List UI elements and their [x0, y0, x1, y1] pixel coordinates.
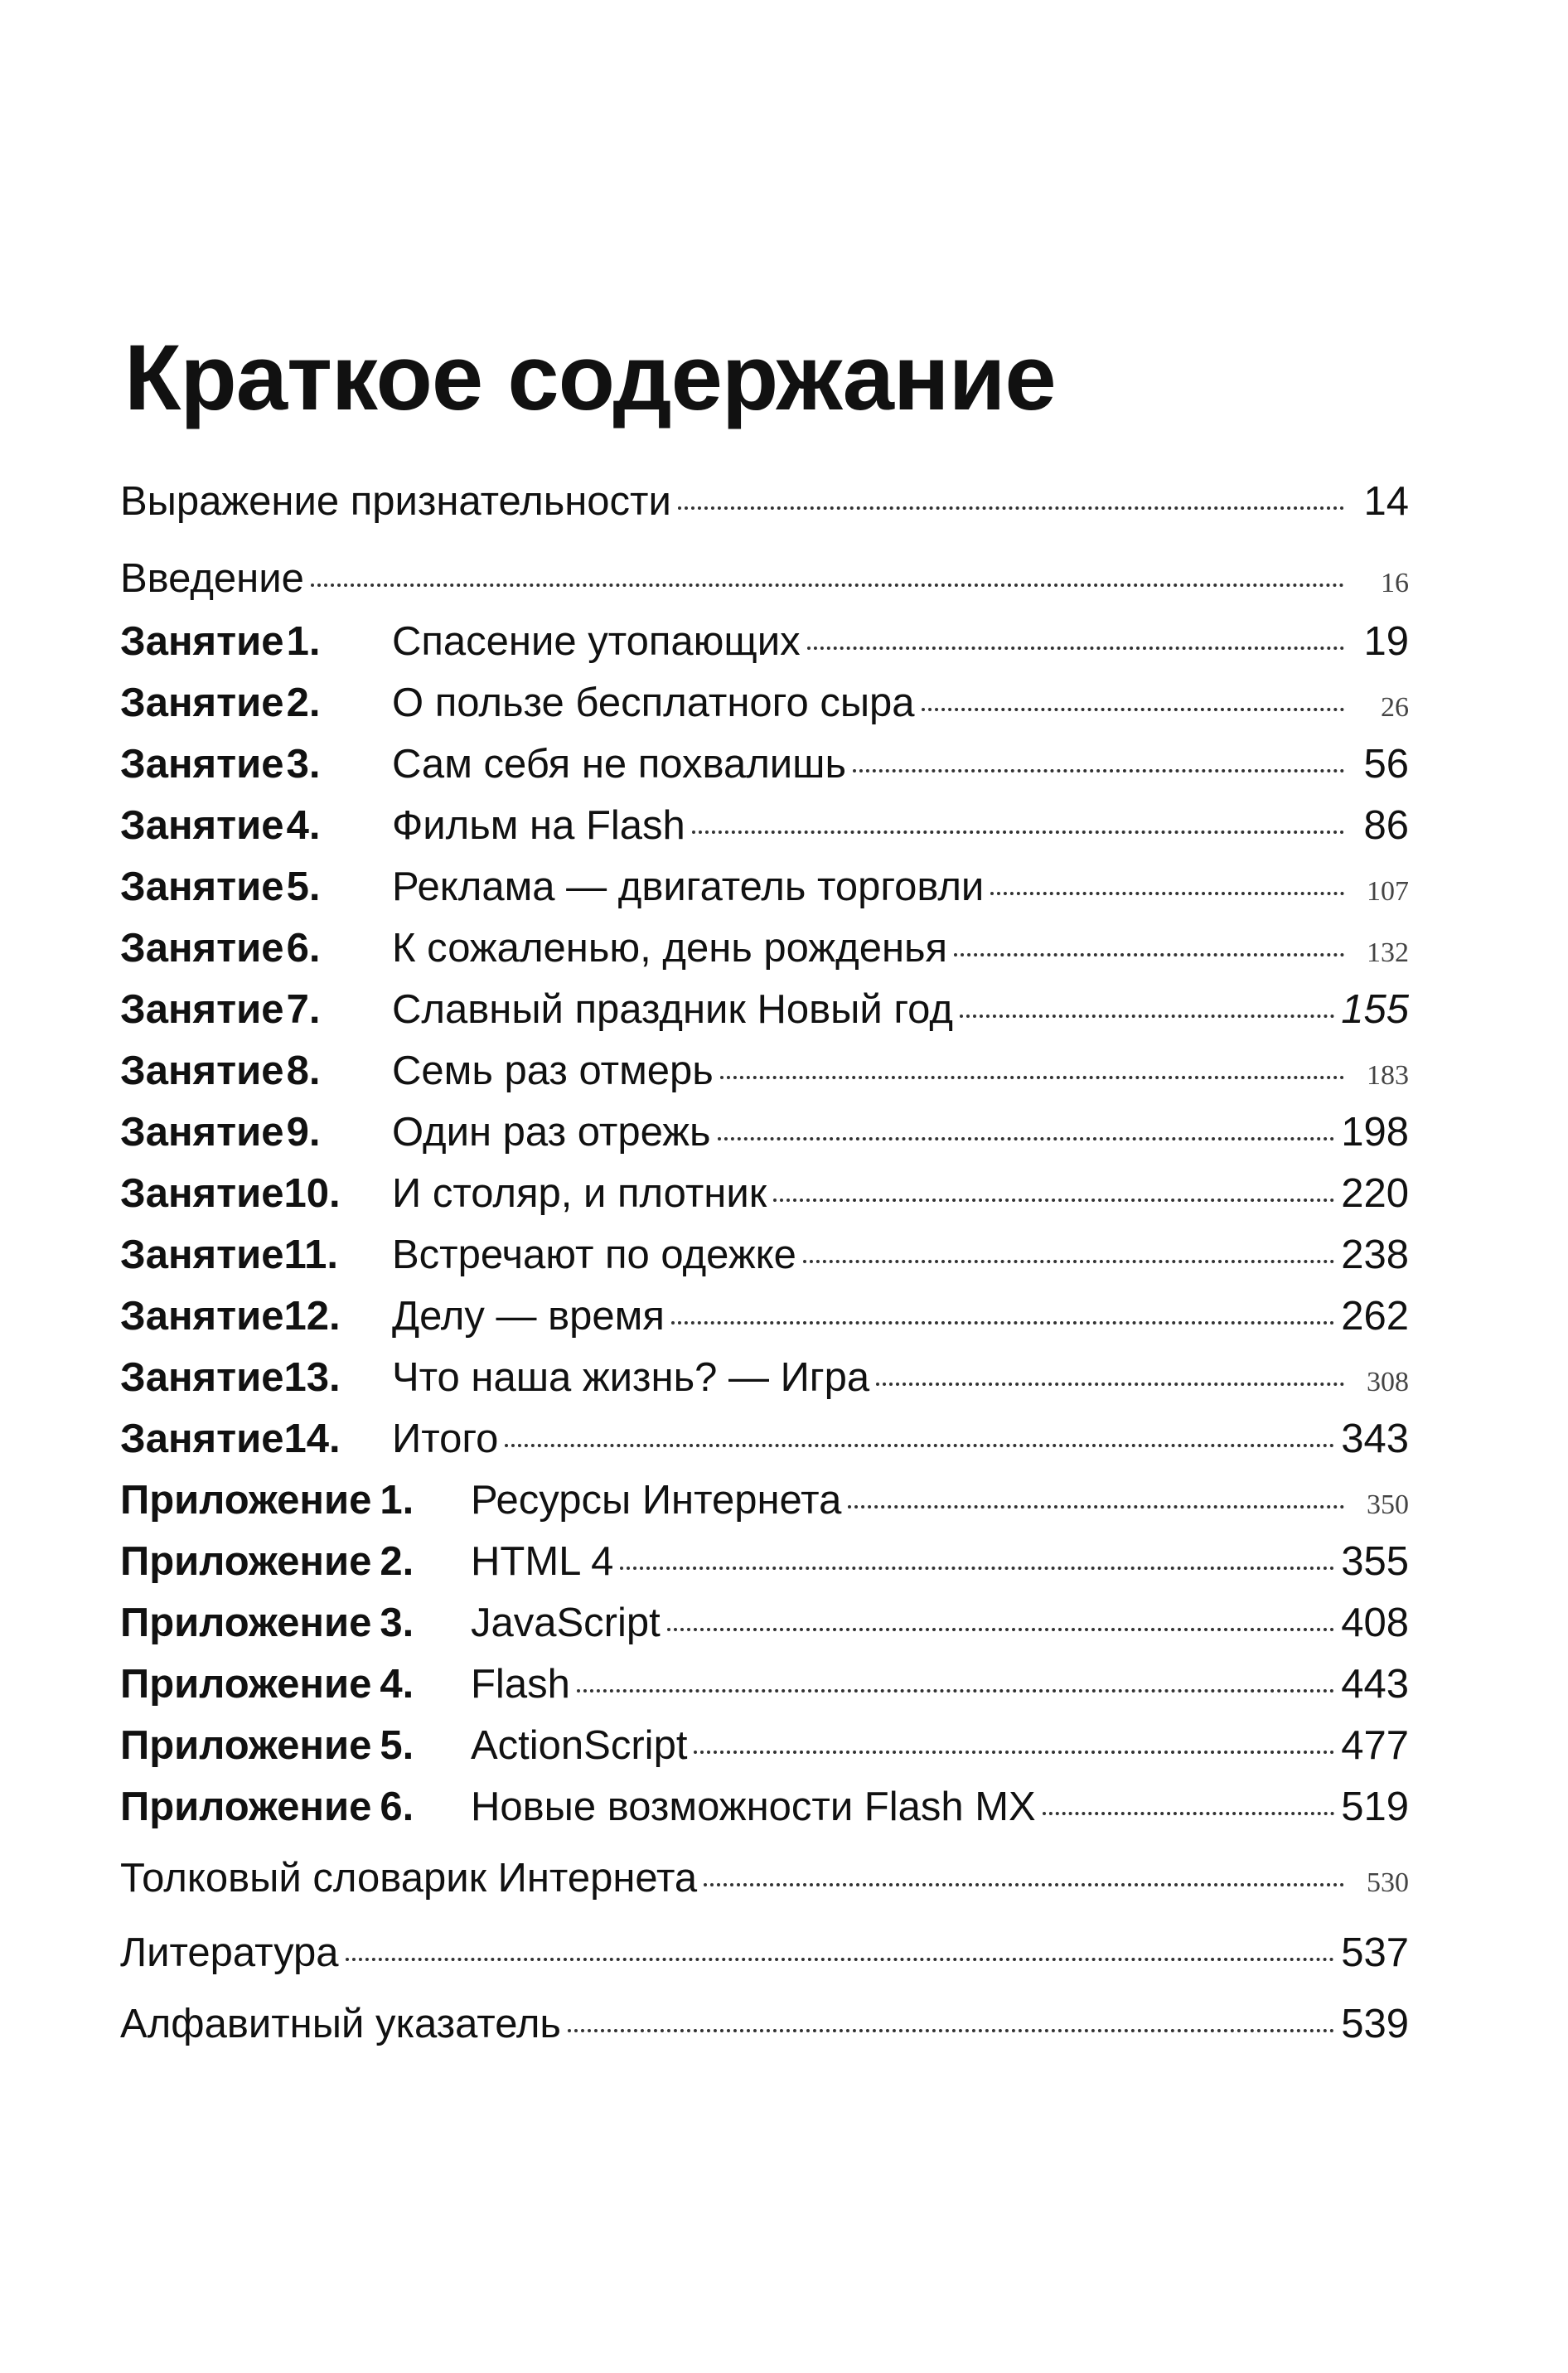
dot-leader — [620, 1567, 1334, 1570]
dot-leader — [568, 2029, 1334, 2032]
entry-title: ActionScript — [471, 1723, 688, 1768]
appendix-label — [120, 1537, 448, 1586]
page-number: 537 — [1341, 1930, 1409, 1975]
dot-leader — [720, 1076, 1344, 1079]
page-number: 238 — [1341, 1233, 1409, 1277]
toc-entry[interactable] — [120, 678, 1409, 728]
dot-leader — [1043, 1812, 1334, 1815]
toc-entry[interactable] — [120, 554, 1409, 603]
toc-entry[interactable] — [120, 1046, 1409, 1096]
entry-title: Один раз отрежь — [392, 1110, 711, 1155]
toc-entry[interactable] — [120, 1107, 1409, 1157]
entry-label-text: Приложение — [120, 1478, 372, 1523]
entry-number: 8. — [286, 1048, 321, 1093]
entry-title: Flash — [471, 1662, 570, 1707]
toc-entry[interactable] — [120, 1659, 1409, 1709]
dot-leader — [694, 1751, 1334, 1754]
page-number: 408 — [1341, 1601, 1409, 1645]
toc-entry[interactable] — [120, 1853, 1409, 1903]
toc-entry[interactable] — [120, 801, 1409, 850]
entry-label-text: Занятие — [120, 987, 284, 1032]
dot-leader — [773, 1199, 1334, 1202]
toc-entry[interactable] — [120, 1598, 1409, 1648]
page-number: 443 — [1341, 1662, 1409, 1707]
dot-leader — [311, 584, 1344, 587]
dot-leader — [853, 769, 1344, 772]
entry-title: К сожаленью, день рожденья — [392, 926, 948, 971]
page-number: 26 — [1381, 692, 1409, 723]
appendix-label — [120, 1659, 448, 1709]
page-number: 355 — [1341, 1539, 1409, 1584]
entry-label-text: Занятие — [120, 1110, 284, 1155]
entry-number: 4. — [286, 803, 321, 848]
entry-number: 5. — [380, 1723, 414, 1768]
entry-title: Делу — время — [392, 1294, 665, 1339]
appendix-label — [120, 1475, 448, 1525]
lesson-label — [120, 1353, 369, 1402]
lesson-label — [120, 1414, 369, 1464]
dot-leader — [667, 1628, 1334, 1631]
dot-leader — [848, 1505, 1344, 1509]
entry-title: Новые возможности Flash MX — [471, 1785, 1036, 1829]
dot-leader — [876, 1383, 1344, 1386]
toc-entry[interactable] — [120, 1353, 1409, 1402]
entry-number: 6. — [286, 926, 321, 971]
entry-title: Литература — [120, 1930, 339, 1975]
lesson-label — [120, 617, 369, 666]
toc-entry[interactable] — [120, 477, 1409, 526]
toc-entry[interactable] — [120, 1782, 1409, 1832]
toc-entry[interactable] — [120, 1999, 1409, 2049]
entry-label-text: Занятие — [120, 619, 284, 664]
page-number: 56 — [1363, 742, 1409, 787]
toc-entry[interactable] — [120, 1475, 1409, 1525]
dot-leader — [577, 1689, 1334, 1693]
entry-number: 1. — [286, 619, 321, 664]
entry-label-text: Занятие — [120, 926, 284, 971]
lesson-label — [120, 1107, 369, 1157]
entry-label-text: Занятие — [120, 742, 284, 787]
page-number: 220 — [1341, 1171, 1409, 1216]
entry-title: Спасение утопающих — [392, 619, 801, 664]
toc-entry[interactable] — [120, 1169, 1409, 1218]
page-number: 183 — [1367, 1060, 1409, 1091]
page-number: 16 — [1381, 568, 1409, 598]
page-number: 539 — [1341, 2002, 1409, 2046]
toc-entry[interactable] — [120, 862, 1409, 912]
entry-number: 2. — [286, 680, 321, 725]
dot-leader — [505, 1444, 1334, 1447]
toc-entry[interactable] — [120, 1721, 1409, 1770]
toc-entry[interactable] — [120, 1537, 1409, 1586]
page-number: 262 — [1341, 1294, 1409, 1339]
lesson-label — [120, 1169, 369, 1218]
appendix-label — [120, 1598, 448, 1648]
dot-leader — [346, 1958, 1335, 1961]
entry-number: 3. — [286, 742, 321, 787]
entry-number: 6. — [380, 1785, 414, 1829]
entry-number: 11. — [283, 1233, 338, 1277]
entry-number: 14. — [283, 1417, 341, 1461]
toc-entry[interactable] — [120, 617, 1409, 666]
entry-title: Славный праздник Новый год — [392, 987, 953, 1032]
entry-label-text: Занятие — [120, 680, 284, 725]
entry-label-text: Занятие — [120, 803, 284, 848]
dot-leader — [960, 1015, 1334, 1018]
entry-title: Фильм на Flash — [392, 803, 685, 848]
page-number: 107 — [1367, 876, 1409, 907]
dot-leader — [671, 1321, 1334, 1325]
entry-label-text: Приложение — [120, 1723, 372, 1768]
page-number: 86 — [1363, 803, 1409, 848]
toc-entry[interactable] — [120, 923, 1409, 973]
entry-label-text: Занятие — [120, 1233, 284, 1277]
entry-title: Реклама — двигатель торговли — [392, 864, 985, 909]
entry-label-text: Занятие — [120, 1417, 284, 1461]
page-title: Краткое содержание — [124, 326, 1056, 429]
entry-label-text: Занятие — [120, 1355, 284, 1400]
entry-number: 13. — [283, 1355, 341, 1400]
entry-number: 9. — [286, 1110, 321, 1155]
entry-title: О пользе бесплатного сыра — [392, 680, 915, 725]
page-number: 477 — [1341, 1723, 1409, 1768]
lesson-label — [120, 985, 369, 1034]
entry-label-text: Занятие — [120, 864, 284, 909]
entry-title: Итого — [392, 1417, 499, 1461]
page-number: 155 — [1341, 987, 1409, 1032]
dot-leader — [807, 647, 1344, 650]
dot-leader — [718, 1137, 1335, 1140]
lesson-label — [120, 1291, 369, 1341]
lesson-label — [120, 1230, 369, 1280]
page-number: 519 — [1341, 1785, 1409, 1829]
toc-list — [120, 0, 1409, 2373]
dot-leader — [692, 831, 1344, 834]
page-number: 308 — [1367, 1367, 1409, 1397]
entry-number: 7. — [286, 987, 321, 1032]
entry-title: Толковый словарик Интернета — [120, 1856, 698, 1901]
entry-label-text: Приложение — [120, 1785, 372, 1829]
lesson-label — [120, 862, 369, 912]
page-number: 19 — [1363, 619, 1409, 664]
lesson-label — [120, 923, 369, 973]
dot-leader — [922, 708, 1344, 711]
toc-entry[interactable] — [120, 1414, 1409, 1464]
toc-entry[interactable] — [120, 985, 1409, 1034]
dot-leader — [954, 953, 1344, 956]
entry-title: Семь раз отмерь — [392, 1048, 714, 1093]
appendix-label — [120, 1721, 448, 1770]
entry-title: Встречают по одежке — [392, 1233, 796, 1277]
appendix-label — [120, 1782, 448, 1832]
toc-entry[interactable] — [120, 1291, 1409, 1341]
entry-label-text: Приложение — [120, 1539, 372, 1584]
entry-title: HTML 4 — [471, 1539, 614, 1584]
lesson-label — [120, 678, 369, 728]
entry-number: 1. — [380, 1478, 414, 1523]
entry-number: 3. — [380, 1601, 414, 1645]
toc-entry[interactable] — [120, 1928, 1409, 1978]
toc-entry[interactable] — [120, 1230, 1409, 1280]
page-number: 530 — [1367, 1867, 1409, 1898]
entry-title: Алфавитный указатель — [120, 2002, 561, 2046]
entry-title: JavaScript — [471, 1601, 661, 1645]
entry-number: 10. — [283, 1171, 341, 1216]
page-number: 350 — [1367, 1489, 1409, 1520]
page-number: 198 — [1341, 1110, 1409, 1155]
dot-leader — [803, 1260, 1334, 1263]
toc-entry[interactable] — [120, 739, 1409, 789]
entry-title: Введение — [120, 556, 304, 601]
entry-title: Ресурсы Интернета — [471, 1478, 842, 1523]
entry-number: 2. — [380, 1539, 414, 1584]
entry-title: Сам себя не похвалишь — [392, 742, 847, 787]
lesson-label — [120, 801, 369, 850]
entry-label-text: Приложение — [120, 1662, 372, 1707]
lesson-label — [120, 739, 369, 789]
page-number: 343 — [1341, 1417, 1409, 1461]
dot-leader — [704, 1883, 1344, 1886]
entry-title: И столяр, и плотник — [392, 1171, 767, 1216]
entry-number: 5. — [286, 864, 321, 909]
page-number: 14 — [1363, 479, 1409, 524]
entry-label-text: Занятие — [120, 1294, 284, 1339]
entry-label-text: Занятие — [120, 1171, 284, 1216]
dot-leader — [990, 892, 1344, 895]
entry-label-text: Приложение — [120, 1601, 372, 1645]
entry-number: 12. — [283, 1294, 341, 1339]
entry-title: Выражение признательности — [120, 479, 671, 524]
page-number: 132 — [1367, 937, 1409, 968]
entry-title: Что наша жизнь? — Игра — [392, 1355, 870, 1400]
dot-leader — [678, 506, 1344, 510]
entry-number: 4. — [380, 1662, 414, 1707]
lesson-label — [120, 1046, 369, 1096]
entry-label-text: Занятие — [120, 1048, 284, 1093]
